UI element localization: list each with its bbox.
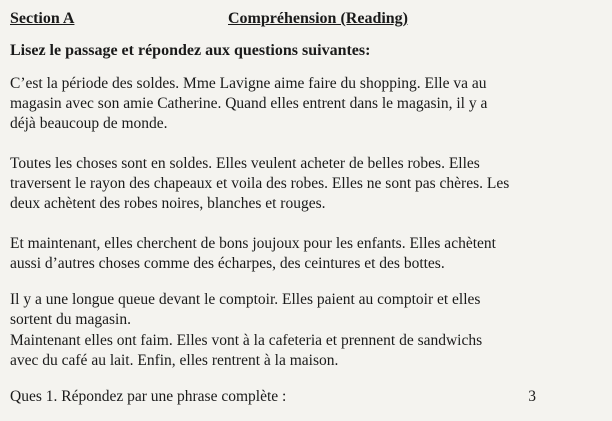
- passage-line: C’est la période des soldes. Mme Lavigne aime faire du shopping. Elle va au: [10, 75, 487, 92]
- passage-line: Maintenant elles ont faim. Elles vont à la cafeteria et prennent de sandwichs: [10, 332, 483, 349]
- passage-line: Toutes les choses sont en soldes. Elles veulent acheter de belles robes. Elles: [10, 155, 480, 172]
- passage-paragraph-1: [10, 74, 610, 134]
- passage-paragraph-4: [10, 290, 610, 330]
- passage-line: deux achètent des robes noires, blanches et rouges.: [10, 195, 326, 212]
- passage-line: avec du café au lait. Enfin, elles rentrent à la maison.: [10, 352, 339, 369]
- passage-line: déjà beaucoup de monde.: [10, 115, 168, 132]
- question-row: [10, 388, 570, 406]
- passage-line: Et maintenant, elles cherchent de bons joujoux pour les enfants. Elles achètent: [10, 235, 496, 252]
- section-label: Section A: [10, 10, 75, 27]
- passage-line: aussi d’autres choses comme des écharpes, des ceintures et des bottes.: [10, 255, 445, 272]
- question-text: Ques 1. Répondez par une phrase complète :: [10, 388, 287, 405]
- passage-line: magasin avec son amie Catherine. Quand elles entrent dans le magasin, il y a: [10, 95, 488, 112]
- passage-line: Il y a une longue queue devant le comptoir. Elles paient au comptoir et elles: [10, 291, 481, 308]
- reading-title: Compréhension (Reading): [228, 10, 409, 27]
- passage-line: traversent le rayon des chapeaux et voila des robes. Elles ne sont pas chères. Les: [10, 175, 510, 192]
- passage-paragraph-5: [10, 331, 610, 371]
- question-marks: 3: [528, 388, 536, 405]
- section-header: [10, 10, 602, 32]
- passage-paragraph-3: [10, 234, 610, 274]
- passage-paragraph-2: [10, 154, 610, 214]
- passage-line: sortent du magasin.: [10, 311, 131, 328]
- instruction-text: Lisez le passage et répondez aux questions suivantes:: [10, 42, 371, 59]
